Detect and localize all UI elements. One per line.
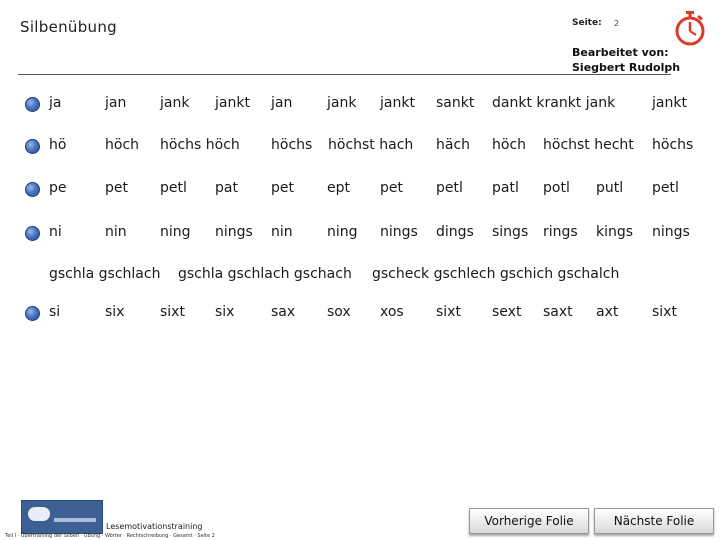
syllable-word: ning (327, 224, 358, 240)
author-label: Bearbeitet von: (572, 46, 669, 59)
syllable-word: sixt (652, 304, 677, 320)
syllable-word: sixt (436, 304, 461, 320)
syllable-word: pe (49, 180, 67, 196)
header-divider (18, 74, 671, 75)
syllable-word: ni (49, 224, 62, 240)
syllable-word: pet (105, 180, 128, 196)
bullet-icon (25, 226, 40, 241)
syllable-word: ept (327, 180, 350, 196)
syllable-word: sixt (160, 304, 185, 320)
syllable-word: saxt (543, 304, 573, 320)
syllable-word: gschla gschlach (49, 266, 161, 282)
syllable-word: sox (327, 304, 351, 320)
syllable-word: ning (160, 224, 191, 240)
prev-slide-button[interactable]: Vorherige Folie (469, 508, 589, 534)
syllable-word: ja (49, 95, 62, 111)
logo-image (21, 500, 103, 534)
syllable-word: petl (160, 180, 187, 196)
syllable-word: kings (596, 224, 634, 240)
copyright-line: Teil I · Übertraining der Silben · Übung · Wörter · Rechtschreibung · Gesamt · Seite 2 (5, 533, 215, 539)
syllable-word: sings (492, 224, 529, 240)
syllable-word: six (105, 304, 125, 320)
syllable-word: jan (271, 95, 293, 111)
syllable-word: höchst hach (328, 137, 414, 153)
syllable-word: jankt (652, 95, 687, 111)
bullet-icon (25, 306, 40, 321)
syllable-word: höch (105, 137, 140, 153)
bullet-icon (25, 182, 40, 197)
syllable-word: jan (105, 95, 127, 111)
syllable-word: hö (49, 137, 67, 153)
syllable-word: pet (271, 180, 294, 196)
syllable-word: höch (492, 137, 527, 153)
page-title: Silbenübung (20, 18, 117, 36)
syllable-word: dings (436, 224, 474, 240)
syllable-word: häch (436, 137, 471, 153)
syllable-word: jank (160, 95, 190, 111)
syllable-word: sext (492, 304, 522, 320)
author-name: Siegbert Rudolph (572, 61, 681, 74)
syllable-word: jankt (380, 95, 415, 111)
program-name: Lesemotivationstraining (106, 522, 203, 531)
syllable-word: höchst hecht (543, 137, 634, 153)
syllable-word: si (49, 304, 61, 320)
syllable-word: dankt krankt jank (492, 95, 616, 111)
next-slide-button[interactable]: Nächste Folie (594, 508, 714, 534)
syllable-word: pet (380, 180, 403, 196)
syllable-word: potl (543, 180, 570, 196)
syllable-word: jank (327, 95, 357, 111)
syllable-word: gscheck gschlech gschich gschalch (372, 266, 620, 282)
syllable-word: sankt (436, 95, 475, 111)
syllable-word: rings (543, 224, 578, 240)
stopwatch-icon (673, 10, 707, 46)
bullet-icon (25, 97, 40, 112)
page-number: 2 (614, 19, 620, 28)
syllable-word: nings (215, 224, 253, 240)
bullet-icon (25, 139, 40, 154)
syllable-word: höchs höch (160, 137, 240, 153)
syllable-word: höchs (652, 137, 694, 153)
syllable-word: gschla gschlach gschach (178, 266, 352, 282)
syllable-word: axt (596, 304, 619, 320)
syllable-word: six (215, 304, 235, 320)
syllable-word: pat (215, 180, 238, 196)
syllable-word: petl (652, 180, 679, 196)
syllable-word: sax (271, 304, 296, 320)
page-label: Seite: (572, 18, 602, 28)
syllable-word: nin (105, 224, 127, 240)
syllable-word: nings (380, 224, 418, 240)
syllable-word: höchs (271, 137, 313, 153)
syllable-word: putl (596, 180, 624, 196)
syllable-word: petl (436, 180, 463, 196)
syllable-word: jankt (215, 95, 250, 111)
syllable-word: nings (652, 224, 690, 240)
syllable-word: patl (492, 180, 519, 196)
syllable-word: xos (380, 304, 404, 320)
syllable-word: nin (271, 224, 293, 240)
